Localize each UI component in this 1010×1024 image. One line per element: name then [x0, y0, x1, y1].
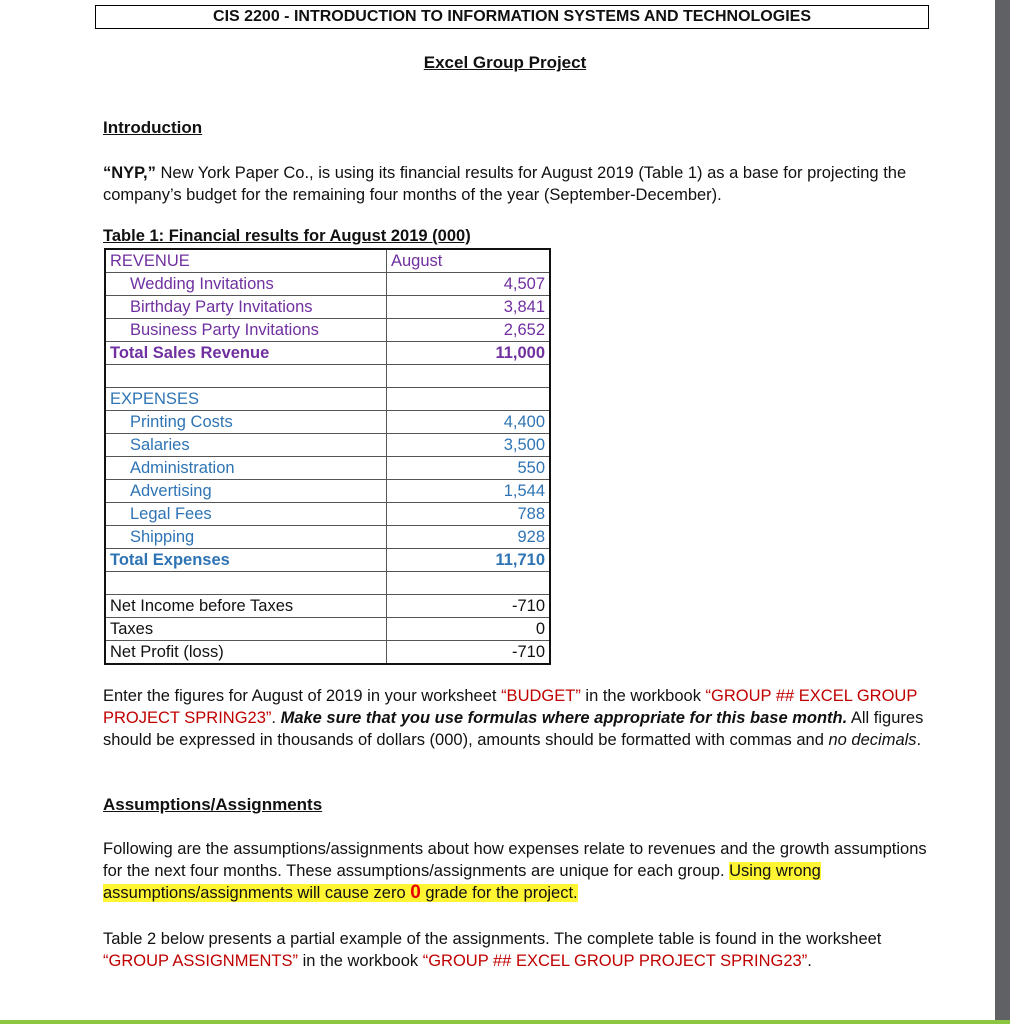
row-label: Advertising — [105, 480, 387, 503]
introduction-text: New York Paper Co., is using its financial results for August 2019 (Table 1) as a base for projecting the company’s budget for the remaining four months of the year (September-December). — [103, 164, 907, 204]
row-value: 550 — [387, 457, 551, 480]
august-column-header: August — [387, 249, 551, 273]
table-row — [105, 618, 550, 641]
instructions-paragraph: Enter the figures for August of 2019 in your worksheet “BUDGET” in the workbook “GROUP ## EXCEL GROUP PROJECT SPRING23”. Make sure that you use formulas where appropriate for this base month. All figures should be expressed in thousands of dollars (000), amounts should be formatted with commas and no decimals. — [103, 687, 924, 749]
bottom-accent-bar — [0, 1020, 1010, 1024]
row-value: 2,652 — [387, 319, 551, 342]
project-title: Excel Group Project — [423, 53, 587, 72]
row-label: Wedding Invitations — [105, 273, 387, 296]
table-row — [105, 411, 550, 434]
total-expenses-value: 11,710 — [387, 549, 551, 572]
row-label: Administration — [105, 457, 387, 480]
total-expenses-label: Total Expenses — [105, 549, 387, 572]
revenue-header: REVENUE — [105, 249, 387, 273]
table-row — [105, 249, 550, 273]
table-row — [105, 480, 550, 503]
total-revenue-label: Total Sales Revenue — [105, 342, 387, 365]
row-label: Net Income before Taxes — [105, 595, 387, 618]
row-value: -710 — [387, 595, 551, 618]
budget-sheet-name: “BUDGET” — [501, 687, 581, 705]
introduction-paragraph — [103, 162, 933, 206]
table-row — [105, 365, 550, 388]
row-value: 3,500 — [387, 434, 551, 457]
course-title: CIS 2200 - INTRODUCTION TO INFORMATION SYSTEMS AND TECHNOLOGIES — [95, 5, 929, 29]
company-name: “NYP,” — [103, 164, 156, 182]
row-label: Printing Costs — [105, 411, 387, 434]
row-label: Birthday Party Invitations — [105, 296, 387, 319]
row-value: 928 — [387, 526, 551, 549]
workbook-name: “GROUP ## EXCEL GROUP PROJECT SPRING23” — [103, 687, 918, 727]
table1-caption: Table 1: Financial results for August 2019 (000) — [103, 227, 471, 245]
formula-instruction: Make sure that you use formulas where appropriate for this base month. — [280, 709, 848, 727]
table-row — [105, 526, 550, 549]
table-row — [105, 595, 550, 618]
row-label: Legal Fees — [105, 503, 387, 526]
row-label: Business Party Invitations — [105, 319, 387, 342]
table-row — [105, 457, 550, 480]
row-value: 1,544 — [387, 480, 551, 503]
table-row — [105, 319, 550, 342]
row-value: 4,400 — [387, 411, 551, 434]
zero-grade: 0 — [410, 882, 421, 903]
table-row — [105, 572, 550, 595]
assumptions-paragraph: Following are the assumptions/assignments about how expenses relate to revenues and the growth assumptions for the next four months. These assumptions/assignments are unique for each group. Using wrong assumptions/assignments will cause zero 0 grade for the project. — [103, 840, 927, 903]
table-row — [105, 549, 550, 572]
table-row — [105, 388, 550, 411]
row-value: 3,841 — [387, 296, 551, 319]
table-row — [105, 503, 550, 526]
assignments-sheet-name: “GROUP ASSIGNMENTS” — [103, 952, 298, 970]
table-row — [105, 641, 550, 665]
warning-highlight: Using wrong assumptions/assignments will cause zero 0 grade for the project. — [103, 862, 821, 903]
introduction-heading: Introduction — [103, 118, 203, 137]
row-label: Shipping — [105, 526, 387, 549]
row-value: 4,507 — [387, 273, 551, 296]
row-label: Taxes — [105, 618, 387, 641]
row-value: 788 — [387, 503, 551, 526]
total-revenue-value: 11,000 — [387, 342, 551, 365]
row-label: Net Profit (loss) — [105, 641, 387, 665]
table-row — [105, 434, 550, 457]
expenses-header: EXPENSES — [105, 388, 387, 411]
financial-results-table — [104, 248, 551, 665]
row-value: -710 — [387, 641, 551, 665]
table-row — [105, 273, 550, 296]
workbook-name-2: “GROUP ## EXCEL GROUP PROJECT SPRING23” — [422, 952, 808, 970]
row-label: Salaries — [105, 434, 387, 457]
assumptions-heading: Assumptions/Assignments — [103, 795, 323, 814]
table-row — [105, 342, 550, 365]
table-row — [105, 296, 550, 319]
row-value: 0 — [387, 618, 551, 641]
table2-paragraph: Table 2 below presents a partial example of the assignments. The complete table is found in the worksheet “GROUP ASSIGNMENTS” in the workbook “GROUP ## EXCEL GROUP PROJECT SPRING23”. — [103, 930, 882, 970]
